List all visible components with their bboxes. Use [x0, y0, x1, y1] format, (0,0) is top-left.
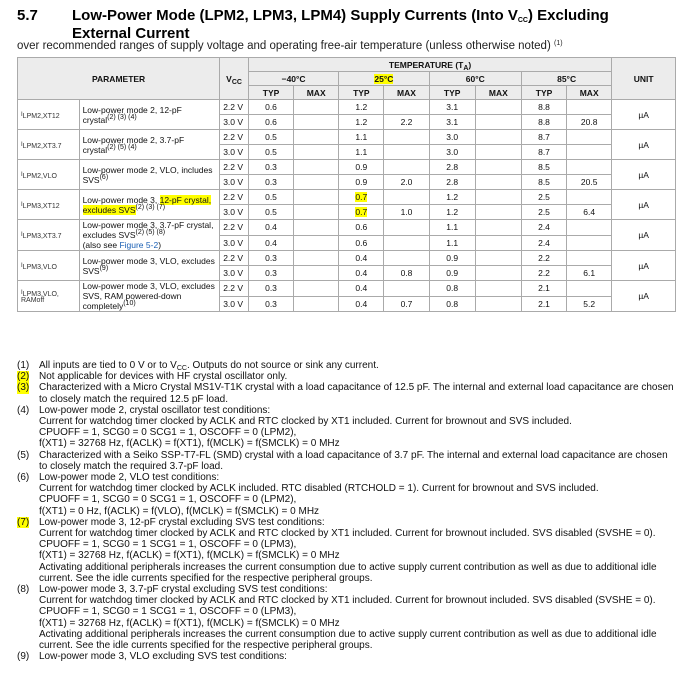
vcc-cell: 2.2 V	[220, 160, 249, 175]
symbol-cell: $I_{LPM3,VLO,}$ $_{RAMoff}$	[18, 281, 80, 312]
max-header: MAX	[475, 86, 521, 100]
value-cell: 1.2	[429, 190, 475, 205]
unit-cell: µA	[612, 220, 676, 251]
value-cell: 2.4	[521, 235, 566, 251]
footnote: (5) Characterized with a Seiko SSP-T7-FL (SMD) crystal with a load capacitance of 3.7 pF. The internal and external load capacitance are chosen to closely match the required 3.7-pF load.	[17, 449, 668, 472]
unit-cell: µA	[612, 281, 676, 312]
description-cell: Low-power mode 3, VLO, excludes SVS, RAM powered-down completely$^{(10)}$	[79, 281, 220, 312]
value-cell: 0.7	[384, 296, 429, 312]
value-cell: 8.7	[521, 130, 566, 145]
value-cell: 1.2	[339, 100, 384, 115]
unit-header: UNIT	[612, 58, 676, 100]
value-cell	[384, 130, 429, 145]
value-cell	[567, 251, 612, 266]
value-cell: 2.5	[521, 205, 566, 220]
value-cell	[294, 266, 339, 281]
unit-cell: µA	[612, 160, 676, 190]
value-cell: 0.9	[339, 175, 384, 190]
description-cell: Low-power mode 2, VLO, includes SVS$^{(6)}$	[79, 160, 220, 190]
value-cell: 0.5	[248, 190, 293, 205]
value-cell: 6.1	[567, 266, 612, 281]
value-cell: 0.6	[248, 100, 293, 115]
footnote: (6) Low-power mode 2, VLO test conditions: Current for watchdog timer clocked by ACLK included. RTC disabled (RTCHOLD = 1). Current for brownout and SVS included. CPUOFF = 1, SCG0 = 0 SCG1 = 1, OSCOFF = 0 (LPM2), f(XT1) = 0 Hz, f(ACLK) = f(VLO), f(MCLK) = f(SMCLK) = 0 MHz	[17, 472, 599, 517]
value-cell: 2.8	[429, 160, 475, 175]
vcc-cell: 3.0 V	[220, 235, 249, 251]
table-row	[18, 100, 676, 115]
typ-header: TYP	[429, 86, 475, 100]
description-cell: Low-power mode 2, 12-pF crystal$^{(2) (3) (4)}$	[79, 100, 220, 130]
value-cell-highlighted: 0.7	[339, 190, 384, 205]
value-cell: 0.8	[384, 266, 429, 281]
value-cell: 0.8	[429, 281, 475, 297]
value-cell	[475, 220, 521, 236]
value-cell: 1.2	[339, 115, 384, 130]
value-cell: 8.8	[521, 115, 566, 130]
temp-col-m40: −40°C	[248, 72, 338, 86]
value-cell: 3.1	[429, 100, 475, 115]
vcc-cell: 2.2 V	[220, 281, 249, 297]
value-cell: 0.3	[248, 281, 293, 297]
value-cell	[384, 100, 429, 115]
unit-cell: µA	[612, 100, 676, 130]
section-title: Low-Power Mode (LPM2, LPM3, LPM4) Supply Currents (Into $V_{CC}$) Excluding External Current	[72, 7, 609, 42]
max-header: MAX	[384, 86, 429, 100]
value-cell: 0.3	[248, 175, 293, 190]
value-cell	[294, 175, 339, 190]
footnote: (8) Low-power mode 3, 3.7-pF crystal excluding SVS test conditions: Current for watchdog timer clocked by ACLK and RTC clocked by XT1 included. Current for brownout included. SVS disabled (SVSHE = 0). CPUOFF = 1, SCG0 = 1 SCG1 = 1, OSCOFF = 0 (LPM3), f(XT1) = 32768 Hz, f(ACLK) = f(XT1), f(MCLK) = f(SMCLK) = 0 MHz Activating additional peripherals increases the current consumption due to active supply current contribution as well as due to additional idle current. See the idle currents specified for the respective peripheral groups.	[17, 584, 657, 652]
unit-cell: µA	[612, 190, 676, 220]
value-cell: 0.4	[339, 281, 384, 297]
value-cell: 0.3	[248, 296, 293, 312]
value-cell	[384, 160, 429, 175]
value-cell: 0.3	[248, 251, 293, 266]
value-cell: 0.4	[339, 266, 384, 281]
value-cell: 2.1	[521, 281, 566, 297]
value-cell	[567, 220, 612, 236]
symbol-cell: $I_{LPM2,VLO}$	[18, 160, 80, 190]
value-cell: 3.0	[429, 130, 475, 145]
vcc-cell: 3.0 V	[220, 115, 249, 130]
table-row	[18, 251, 676, 266]
footnote: (2) Not applicable for devices with HF crystal oscillator only.	[17, 371, 288, 383]
vcc-cell: 3.0 V	[220, 266, 249, 281]
footnote: (4) Low-power mode 2, crystal oscillator test conditions: Current for watchdog timer clocked by ACLK and RTC clocked by XT1 included. Current for brownout and SVS included. CPUOFF = 1, SCG0 = 0 SCG1 = 1, OSCOFF = 0 (LPM2), f(XT1) = 32768 Hz, f(ACLK) = f(XT1), f(MCLK) = f(SMCLK) = 0 MHz	[17, 404, 572, 450]
value-cell: 8.5	[521, 160, 566, 175]
footnote: (1) All inputs are tied to 0 V or to $V_{CC}$. Outputs do not source or sink any current.	[17, 360, 379, 372]
supply-current-table	[17, 57, 676, 312]
value-cell: 1.2	[429, 205, 475, 220]
value-cell: 3.1	[429, 115, 475, 130]
temp-col-60: 60°C	[429, 72, 521, 86]
section-number: 5.7	[17, 7, 38, 24]
value-cell: 1.1	[339, 130, 384, 145]
value-cell	[475, 175, 521, 190]
value-cell: 0.9	[429, 251, 475, 266]
value-cell: 0.5	[248, 205, 293, 220]
footnotes	[17, 360, 677, 662]
footnote: (9) Low-power mode 3, VLO excluding SVS test conditions:	[17, 651, 287, 663]
value-cell	[294, 190, 339, 205]
value-cell	[567, 160, 612, 175]
value-cell: 0.4	[339, 296, 384, 312]
table-row	[18, 160, 676, 175]
table-row	[18, 130, 676, 145]
temperature-header: TEMPERATURE $(T_A)$	[248, 58, 611, 72]
value-cell: 2.2	[521, 266, 566, 281]
table-row	[18, 220, 676, 236]
value-cell: 0.6	[339, 235, 384, 251]
value-cell: 2.2	[521, 251, 566, 266]
value-cell: 0.5	[248, 145, 293, 160]
value-cell	[475, 100, 521, 115]
value-cell	[294, 100, 339, 115]
value-cell: 0.4	[248, 220, 293, 236]
value-cell: 0.3	[248, 266, 293, 281]
value-cell	[384, 190, 429, 205]
value-cell	[475, 190, 521, 205]
unit-cell: µA	[612, 251, 676, 281]
value-cell	[475, 266, 521, 281]
typ-header: TYP	[339, 86, 384, 100]
value-cell: 1.1	[429, 220, 475, 236]
value-cell: 0.6	[248, 115, 293, 130]
temp-col-85: 85°C	[521, 72, 611, 86]
value-cell	[294, 160, 339, 175]
value-cell: 0.5	[248, 130, 293, 145]
value-cell: 8.5	[521, 175, 566, 190]
vcc-cell: 2.2 V	[220, 100, 249, 115]
value-cell: 0.4	[339, 251, 384, 266]
max-header: MAX	[294, 86, 339, 100]
value-cell: 6.4	[567, 205, 612, 220]
description-cell: Low-power mode 2, 3.7-pF crystal$^{(2) (5) (4)}$	[79, 130, 220, 160]
value-cell: 3.0	[429, 145, 475, 160]
symbol-cell: $I_{LPM3,XT12}$	[18, 190, 80, 220]
value-cell	[475, 205, 521, 220]
value-cell: 1.0	[384, 205, 429, 220]
vcc-header: $V_{CC}$	[220, 58, 249, 100]
figure-link[interactable]: Figure 5-2	[119, 240, 159, 250]
table-row	[18, 190, 676, 205]
param-header: PARAMETER	[18, 58, 220, 100]
value-cell: 1.1	[339, 145, 384, 160]
symbol-cell: $I_{LPM2,XT12}$	[18, 100, 80, 130]
value-cell: 20.8	[567, 115, 612, 130]
typ-header: TYP	[521, 86, 566, 100]
value-cell	[294, 220, 339, 236]
value-cell	[384, 220, 429, 236]
value-cell: 2.5	[521, 190, 566, 205]
value-cell: 0.9	[429, 266, 475, 281]
unit-cell: µA	[612, 130, 676, 160]
symbol-cell: $I_{LPM3,XT3.7}$	[18, 220, 80, 251]
value-cell: 5.2	[567, 296, 612, 312]
vcc-cell: 2.2 V	[220, 251, 249, 266]
value-cell	[475, 251, 521, 266]
value-cell: 1.1	[429, 235, 475, 251]
symbol-cell: $I_{LPM2,XT3.7}$	[18, 130, 80, 160]
value-cell	[475, 296, 521, 312]
value-cell	[294, 205, 339, 220]
vcc-cell: 2.2 V	[220, 190, 249, 205]
value-cell	[384, 235, 429, 251]
value-cell	[294, 145, 339, 160]
vcc-cell: 3.0 V	[220, 205, 249, 220]
value-cell: 2.1	[521, 296, 566, 312]
temp-col-25: 25°C	[339, 72, 429, 86]
value-cell	[384, 281, 429, 297]
value-cell	[475, 281, 521, 297]
value-cell: 8.7	[521, 145, 566, 160]
value-cell	[567, 281, 612, 297]
vcc-cell: 3.0 V	[220, 175, 249, 190]
value-cell	[567, 100, 612, 115]
typ-header: TYP	[248, 86, 293, 100]
value-cell: 8.8	[521, 100, 566, 115]
value-cell: 2.8	[429, 175, 475, 190]
value-cell	[475, 160, 521, 175]
value-cell	[475, 235, 521, 251]
value-cell: 0.3	[248, 160, 293, 175]
value-cell: 2.0	[384, 175, 429, 190]
symbol-cell: $I_{LPM3,VLO}$	[18, 251, 80, 281]
value-cell: 0.6	[339, 220, 384, 236]
value-cell: 2.2	[384, 115, 429, 130]
value-cell	[294, 296, 339, 312]
value-cell: 20.5	[567, 175, 612, 190]
section-subtitle: over recommended ranges of supply voltage and operating free-air temperature (unless otherwise noted) $^{(1)}$	[17, 40, 563, 52]
value-cell	[567, 145, 612, 160]
footnote: (7) Low-power mode 3, 12-pF crystal excluding SVS test conditions: Current for watchdog timer clocked by ACLK and RTC clocked by XT1 included. Current for brownout included. SVS disabled (SVSHE = 0). CPUOFF = 1, SCG0 = 1 SCG1 = 1, OSCOFF = 0 (LPM3), f(XT1) = 32768 Hz, f(ACLK) = f(XT1), f(MCLK) = f(SMCLK) = 0 MHz Activating additional peripherals increases the current consumption due to active supply current contribution as well as due to additional idle current. See the idle currents specified for the respective peripheral groups.	[17, 516, 657, 584]
max-header: MAX	[567, 86, 612, 100]
vcc-cell: 3.0 V	[220, 145, 249, 160]
value-cell	[384, 145, 429, 160]
vcc-cell: 2.2 V	[220, 220, 249, 236]
value-cell	[294, 281, 339, 297]
value-cell	[475, 145, 521, 160]
value-cell	[567, 190, 612, 205]
value-cell	[384, 251, 429, 266]
value-cell	[475, 115, 521, 130]
value-cell: 0.4	[248, 235, 293, 251]
table-row	[18, 281, 676, 297]
description-cell: Low-power mode 3, VLO, excludes SVS$^{(9)}$	[79, 251, 220, 281]
vcc-cell: 2.2 V	[220, 130, 249, 145]
footnote: (3) Characterized with a Micro Crystal MS1V-T1K crystal with a load capacitance of 12.5 pF. The internal and external load capacitance are chosen to closely match the required 12.5 pF load.	[17, 382, 674, 405]
description-cell: Low-power mode 3, 12-pF crystal, excludes $SVS^{(2) (3) (7)}$	[79, 190, 220, 220]
vcc-cell: 3.0 V	[220, 296, 249, 312]
value-cell	[294, 130, 339, 145]
value-cell	[567, 130, 612, 145]
value-cell	[294, 115, 339, 130]
value-cell	[567, 235, 612, 251]
description-cell: Low-power mode 3, 3.7-pF crystal, excludes $SVS^{(2) (5) (8)}$ (also see Figure 5-2)	[79, 220, 220, 251]
value-cell	[475, 130, 521, 145]
value-cell-highlighted: 0.7	[339, 205, 384, 220]
value-cell: 0.8	[429, 296, 475, 312]
value-cell	[294, 235, 339, 251]
value-cell: 0.9	[339, 160, 384, 175]
value-cell	[294, 251, 339, 266]
value-cell: 2.4	[521, 220, 566, 236]
